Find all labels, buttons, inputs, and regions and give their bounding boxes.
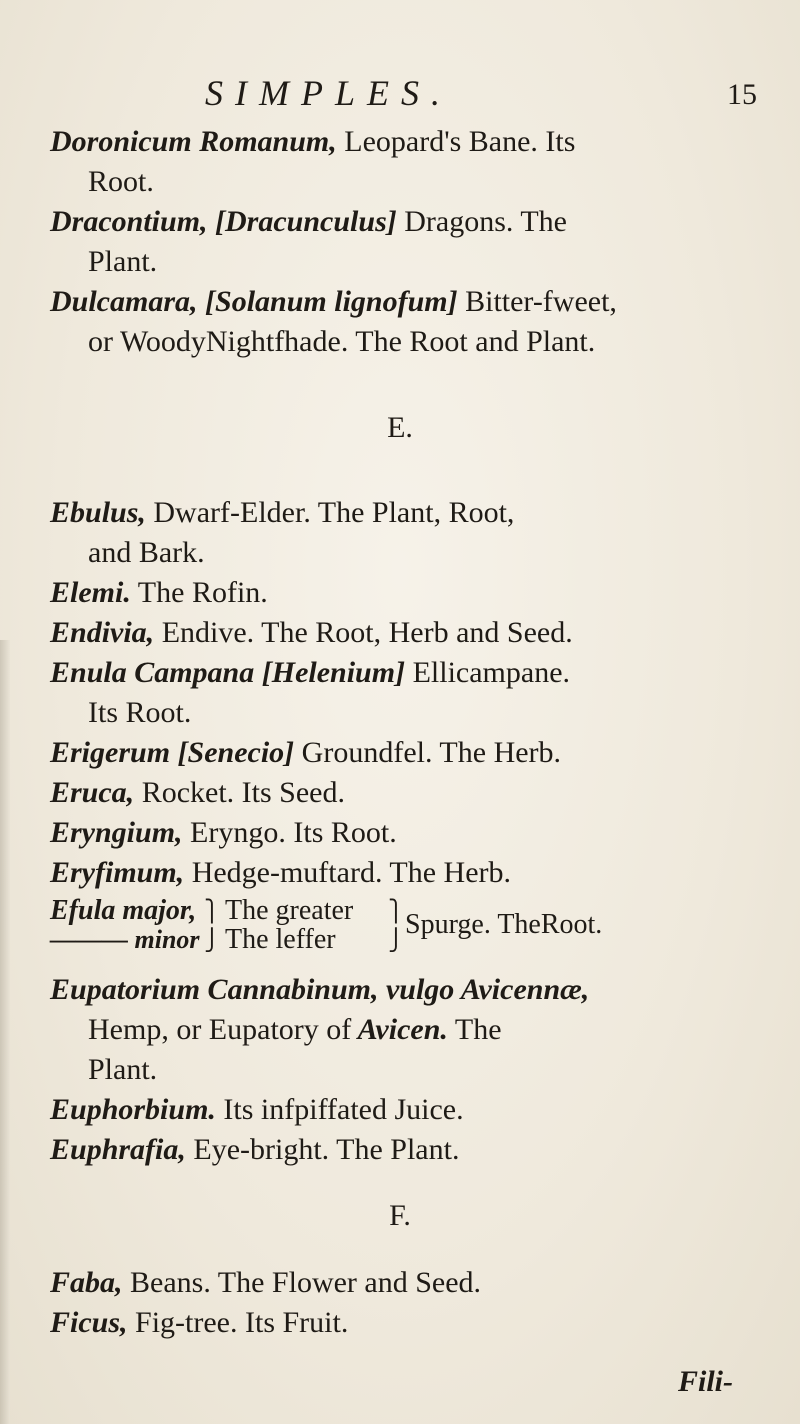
catchword: Fili- bbox=[678, 1365, 734, 1398]
entry-latin: Ficus, bbox=[50, 1306, 128, 1339]
brace-left-top-icon: ⎫ bbox=[204, 899, 220, 923]
entry-line bbox=[50, 735, 561, 771]
entry-line bbox=[50, 284, 617, 320]
entry-line bbox=[50, 204, 567, 240]
entry-latin: Eruca, bbox=[50, 776, 135, 809]
entry-continuation: Its Root. bbox=[88, 696, 192, 729]
entry-synonym: [Senecio] bbox=[177, 736, 295, 769]
entry-latin: Eryngium, bbox=[50, 816, 183, 849]
esula-greater: The greater bbox=[225, 895, 354, 926]
entry-line bbox=[50, 124, 575, 160]
entry-latin: Erigerum bbox=[50, 736, 171, 769]
entry-continuation: Root. bbox=[88, 165, 154, 198]
entry-latin: Avicen. bbox=[351, 1013, 448, 1046]
entry-continuation: and Bark. bbox=[88, 536, 205, 569]
entry-text: Bitter-fweet, bbox=[457, 285, 617, 318]
entry-continuation: Plant. bbox=[88, 245, 158, 278]
entry-line bbox=[50, 575, 268, 611]
entry-text: Rocket. Its Seed. bbox=[134, 776, 345, 809]
esula-text: Spurge. TheRoot. bbox=[405, 909, 603, 940]
entry-latin: Efula major, bbox=[50, 895, 197, 926]
entry-text: The Rofin. bbox=[130, 576, 268, 609]
running-header bbox=[0, 72, 800, 122]
entry-text: Hedge-muftard. The Herb. bbox=[184, 856, 512, 889]
entry-text: Hemp, or Eupatory of bbox=[88, 1013, 352, 1046]
entry-continuation: Plant. bbox=[88, 1053, 158, 1086]
entry-latin: Eupatorium Cannabinum, vulgo Avicennæ, bbox=[50, 973, 590, 1006]
entry-text: Endive. The Root, Herb and Seed. bbox=[154, 616, 573, 649]
header-title: SIMPLES. bbox=[205, 73, 452, 113]
section-heading-e: E. bbox=[387, 411, 413, 444]
entry-latin: ——— minor bbox=[50, 925, 200, 954]
entry-synonym: [Helenium] bbox=[261, 656, 406, 689]
entry-text: Dwarf-Elder. The Plant, Root, bbox=[145, 496, 515, 529]
entry-line bbox=[50, 855, 511, 891]
entry-text: Beans. The Flower and Seed. bbox=[122, 1266, 482, 1299]
page-edge-shadow bbox=[0, 640, 10, 1424]
entry-text: Eryngo. Its Root. bbox=[182, 816, 397, 849]
entry-continuation bbox=[88, 1012, 502, 1048]
page-number: 15 bbox=[727, 78, 757, 111]
entry-line bbox=[50, 1132, 459, 1168]
entry-latin: Endivia, bbox=[50, 616, 155, 649]
esula-minor bbox=[50, 922, 200, 958]
brace-left-bottom-icon: ⎭ bbox=[204, 928, 220, 952]
entry-text: Its infpiffated Juice. bbox=[215, 1093, 464, 1126]
entry-text: Eye-bright. The Plant. bbox=[185, 1133, 460, 1166]
entry-latin: Eryfimum, bbox=[50, 856, 185, 889]
entry-latin: Doronicum Romanum, bbox=[50, 125, 337, 158]
entry-line bbox=[50, 615, 573, 651]
entry-line bbox=[50, 655, 570, 691]
entry-latin: Enula Campana bbox=[50, 656, 255, 689]
entry-latin: Ebulus, bbox=[50, 496, 146, 529]
esula-lesser: The leffer bbox=[225, 924, 336, 955]
entry-text: Ellicampane. bbox=[405, 656, 571, 689]
entry-latin: Euphrafia, bbox=[50, 1133, 186, 1166]
entry-line bbox=[50, 1305, 348, 1341]
entry-line bbox=[50, 495, 514, 531]
entry-line bbox=[50, 972, 589, 1008]
entry-text: Leopard's Bane. Its bbox=[336, 125, 576, 158]
entry-line bbox=[50, 815, 397, 851]
entry-line bbox=[50, 775, 345, 811]
entry-text: Fig-tree. Its Fruit. bbox=[127, 1306, 349, 1339]
entry-line bbox=[50, 1265, 481, 1301]
brace-right-bottom-icon: ⎭ bbox=[388, 928, 404, 952]
entry-synonym: [Dracunculus] bbox=[215, 205, 397, 238]
entry-text: Dragons. The bbox=[396, 205, 567, 238]
brace-right-top-icon: ⎫ bbox=[388, 899, 404, 923]
entry-latin: Euphorbium. bbox=[50, 1093, 216, 1126]
section-heading-f: F. bbox=[389, 1199, 411, 1232]
entry-continuation: or WoodyNightfhade. The Root and Plant. bbox=[88, 325, 596, 358]
entry-line bbox=[50, 1092, 464, 1128]
entry-text: The bbox=[447, 1013, 502, 1046]
entry-text: Groundfel. The Herb. bbox=[294, 736, 562, 769]
entry-latin: Elemi. bbox=[50, 576, 131, 609]
entry-latin: Faba, bbox=[50, 1266, 123, 1299]
entry-latin: Dulcamara, bbox=[50, 285, 198, 318]
entry-synonym: [Solanum lignofum] bbox=[205, 285, 458, 318]
entry-latin: Dracontium, bbox=[50, 205, 208, 238]
